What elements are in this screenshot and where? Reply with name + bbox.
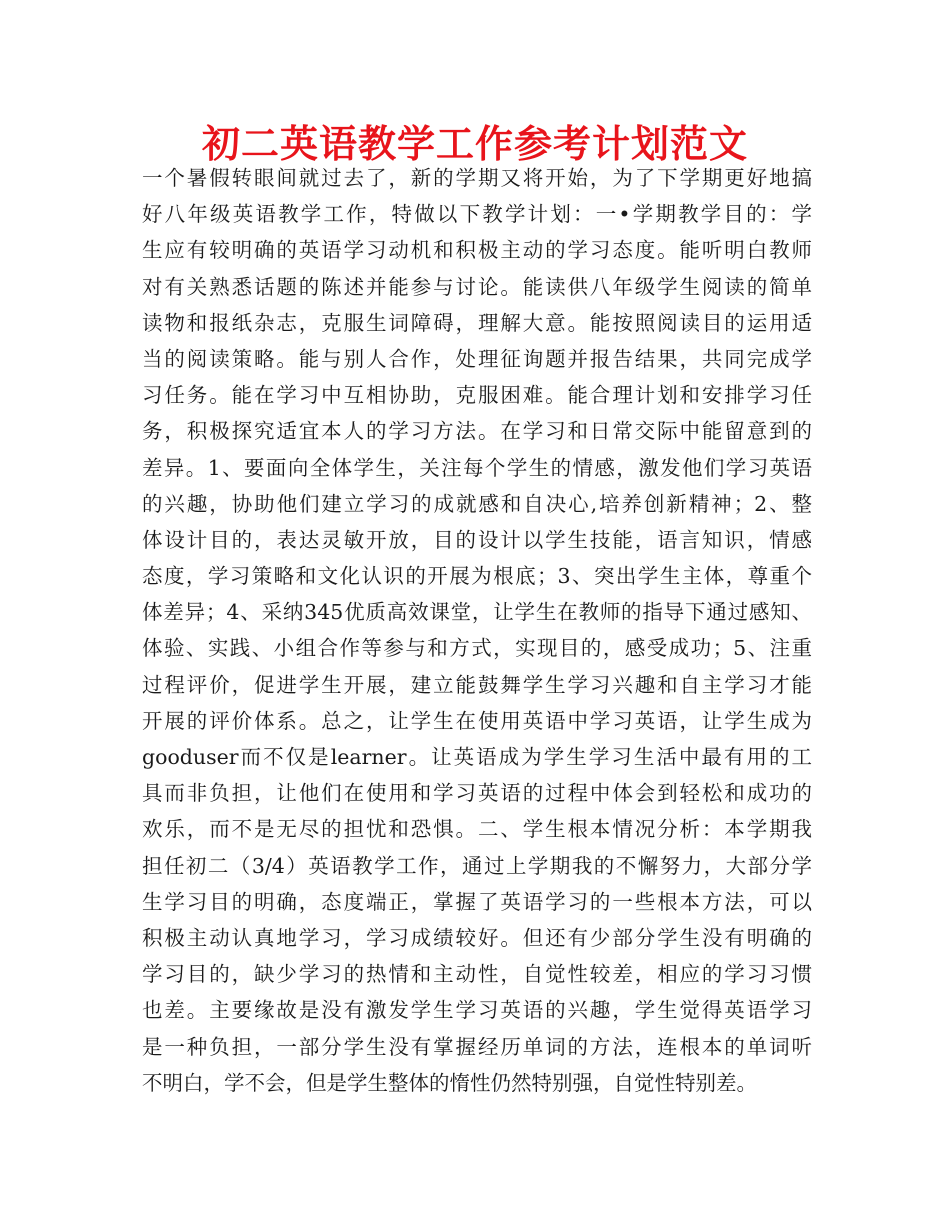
body-line: 不明白，学不会，但是学生整体的惰性仍然特别强，自觉性特别差。 <box>142 1070 757 1095</box>
body-line: 体差异；4、采纳345优质高效课堂，让学生在教师的指导下通过感知、 <box>142 600 812 625</box>
body-line: 务，积极探究适宜本人的学习方法。在学习和日常交际中能留意到的 <box>142 419 812 444</box>
document-body <box>142 160 812 1101</box>
body-line: 态度，学习策略和文化认识的开展为根底；3、突出学生主体，尊重个 <box>142 564 812 589</box>
body-line: 习任务。能在学习中互相协助，克服困难。能合理计划和安排学习任 <box>142 383 812 408</box>
body-line: 的兴趣，协助他们建立学习的成就感和自决心,培养创新精神；2、整 <box>142 491 812 516</box>
body-line: 担任初二（3/4）英语教学工作，通过上学期我的不懈努力，大部分学 <box>142 853 812 878</box>
body-line: 是一种负担，一部分学生没有掌握经历单词的方法，连根本的单词听 <box>142 1034 812 1059</box>
body-line: 欢乐，而不是无尽的担忧和恐惧。二、学生根本情况分析：本学期我 <box>142 817 812 842</box>
body-line: 读物和报纸杂志，克服生词障碍，理解大意。能按照阅读目的运用适 <box>142 310 812 335</box>
body-line: 过程评价，促进学生开展，建立能鼓舞学生学习兴趣和自主学习才能 <box>142 672 812 697</box>
body-line: 好八年级英语教学工作，特做以下教学计划：一•学期教学目的：学 <box>142 202 812 227</box>
body-line: 学习目的，缺少学习的热情和主动性，自觉性较差，相应的学习习惯 <box>142 962 812 987</box>
document-title: 初二英语教学工作参考计划范文 <box>201 122 748 166</box>
body-line: 生学习目的明确，态度端正，掌握了英语学习的一些根本方法，可以 <box>142 889 812 914</box>
body-line: 生应有较明确的英语学习动机和积极主动的学习态度。能听明白教师 <box>142 238 812 263</box>
body-line: gooduser而不仅是learner。让英语成为学生学习生活中最有用的工 <box>142 745 812 769</box>
body-line: 也差。主要缘故是没有激发学生学习英语的兴趣，学生觉得英语学习 <box>142 998 812 1023</box>
body-line: 对有关熟悉话题的陈述并能参与讨论。能读供八年级学生阅读的简单 <box>142 274 812 299</box>
body-line: 开展的评价体系。总之，让学生在使用英语中学习英语，让学生成为 <box>142 708 812 733</box>
body-line: 体设计目的，表达灵敏开放，目的设计以学生技能，语言知识，情感 <box>142 527 812 552</box>
body-line: 积极主动认真地学习，学习成绩较好。但还有少部分学生没有明确的 <box>142 925 812 950</box>
body-line: 体验、实践、小组合作等参与和方式，实现目的，感受成功；5、注重 <box>142 636 812 661</box>
body-line: 具而非负担，让他们在使用和学习英语的过程中体会到轻松和成功的 <box>142 781 812 806</box>
body-line: 差异。1、要面向全体学生，关注每个学生的情感，激发他们学习英语 <box>142 455 812 480</box>
body-line: 当的阅读策略。能与别人合作，处理征询题并报告结果，共同完成学 <box>142 346 812 371</box>
body-line: 一个暑假转眼间就过去了，新的学期又将开始，为了下学期更好地搞 <box>142 166 812 190</box>
